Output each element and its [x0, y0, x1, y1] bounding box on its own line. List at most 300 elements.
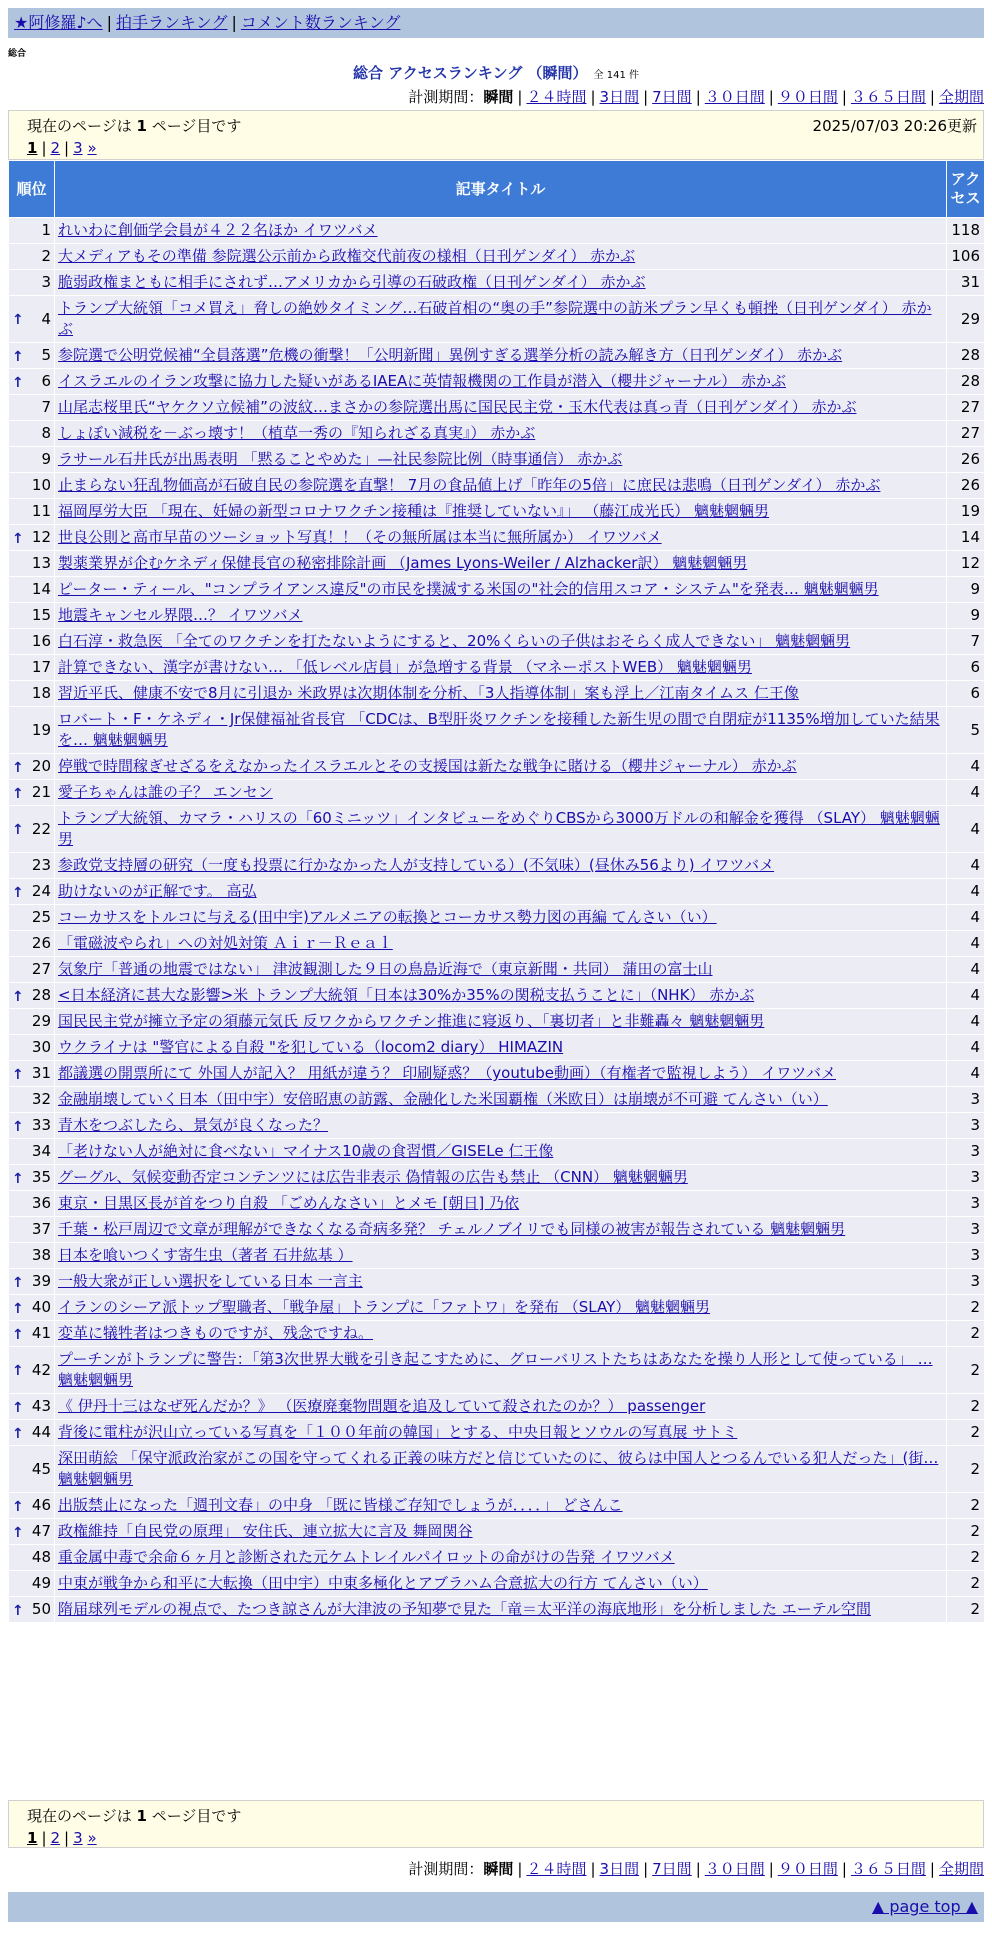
rank-cell	[9, 244, 55, 270]
rank-cell	[9, 983, 55, 1009]
period-option[interactable]: ２４時間	[526, 1860, 587, 1878]
rank-cell	[9, 369, 55, 395]
title-cell	[55, 780, 947, 806]
rank-cell	[9, 754, 55, 780]
rank-cell	[9, 853, 55, 879]
table-row	[9, 1493, 985, 1519]
rank-cell	[9, 1394, 55, 1420]
article-title-link[interactable]: コーカサスをトルコに与える(田中宇)アルメニアの転換とコーカサス勢力図の再編 てんさい（い）	[58, 908, 717, 926]
rank-cell	[9, 780, 55, 806]
access-count: 28	[947, 343, 985, 369]
rank-cell	[9, 1243, 55, 1269]
title-cell	[55, 905, 947, 931]
rank-up-arrow-icon: ↑	[12, 1066, 24, 1083]
access-count: 4	[947, 1009, 985, 1035]
table-row	[9, 1519, 985, 1545]
rank-cell	[9, 343, 55, 369]
access-count: 4	[947, 806, 985, 853]
rank-number: 20	[31, 757, 51, 775]
rank-number: 5	[41, 346, 51, 364]
rank-number: 43	[31, 1397, 51, 1415]
period-separator: |	[929, 1860, 935, 1878]
rank-number: 37	[31, 1220, 51, 1238]
table-row	[9, 1269, 985, 1295]
title-cell	[55, 525, 947, 551]
rank-cell	[9, 1519, 55, 1545]
article-title-link[interactable]: 脆弱政権まともに相手にされず…アメリカから引導の石破政権（日刊ゲンダイ） 赤かぶ	[58, 273, 646, 291]
article-title-link[interactable]: 気象庁「普通の地震ではない」 津波観測した９日の鳥島近海で（東京新聞・共同） 蒲田の富士山	[58, 960, 713, 978]
article-title-link[interactable]: 習近平氏、健康不安で8月に引退か 米政界は次期体制を分析、「3人指導体制」案も浮上／江南タイムス 仁王像	[58, 684, 799, 702]
clap-ranking-link[interactable]: 拍手ランキング	[115, 13, 228, 32]
title-cell	[55, 1321, 947, 1347]
access-count: 14	[947, 525, 985, 551]
table-row	[9, 421, 985, 447]
rank-number: 4	[41, 309, 51, 328]
access-count: 26	[947, 447, 985, 473]
article-title-link[interactable]: <日本経済に甚大な影響>米 トランプ大統領「日本は30%か35%の関税支払うことに」（NHK） 赤かぶ	[58, 986, 755, 1004]
access-count: 2	[947, 1597, 985, 1623]
rank-number: 30	[31, 1038, 51, 1056]
rank-number: 34	[31, 1142, 51, 1160]
title-cell	[55, 1493, 947, 1519]
rank-number: 12	[31, 528, 51, 546]
total-count: 全 141 件	[593, 70, 639, 81]
title-cell	[55, 1597, 947, 1623]
rank-up-arrow-icon: ↑	[12, 785, 24, 802]
article-title-link[interactable]: 白石淳・救急医 「全てのワクチンを打たないようにすると、20%くらいの子供はおそらく成人できない」 魑魅魍魎男	[58, 632, 851, 650]
rank-cell	[9, 1217, 55, 1243]
period-separator: |	[590, 88, 596, 106]
pager-separator: |	[64, 1829, 70, 1847]
ranking-body	[9, 218, 985, 1623]
title-cell	[55, 983, 947, 1009]
article-title-link[interactable]: れいわに創価学会員が４２２名ほか イワツバメ	[58, 221, 378, 239]
table-row	[9, 1009, 985, 1035]
current-page-text: 現在のページは 1 ページ目です	[27, 1807, 242, 1825]
article-title-link[interactable]: 山尾志桜里氏“ヤケクソ立候補”の波紋…まさかの参院選出馬に国民民主党・玉木代表は真っ青（日刊ゲンダイ） 赤かぶ	[58, 398, 857, 416]
title-cell	[55, 447, 947, 473]
rank-cell	[9, 629, 55, 655]
article-title-link[interactable]: 地震キャンセル界隈…？ イワツバメ	[58, 606, 303, 624]
rank-cell	[9, 957, 55, 983]
title-cell	[55, 1347, 947, 1394]
access-count: 4	[947, 780, 985, 806]
title-cell	[55, 1295, 947, 1321]
period-separator: |	[643, 88, 649, 106]
access-count: 4	[947, 754, 985, 780]
article-title-link[interactable]: 一般大衆が正しい選択をしている日本 一言主	[58, 1272, 363, 1290]
article-title-link[interactable]: 福岡厚労大臣 「現在、妊婦の新型コロナワクチン接種は『推奨していない』」 （藤江成光氏） 魑魅魍魎男	[58, 502, 770, 520]
access-count: 4	[947, 983, 985, 1009]
article-title-link[interactable]: 助けないのが正解です。 高弘	[58, 882, 257, 900]
pager-separator: |	[64, 139, 70, 157]
article-title-link[interactable]: 日本を喰いつくす寄生虫（著者 石井紘基 ）	[58, 1246, 353, 1264]
rank-up-arrow-icon: ↑	[12, 1602, 24, 1619]
table-row	[9, 1394, 985, 1420]
rank-number: 10	[31, 476, 51, 494]
access-header: アクセス	[947, 161, 985, 218]
article-title-link[interactable]: ラサール石井氏が出馬表明 「黙ることやめた」—社民参院比例（時事通信） 赤かぶ	[58, 450, 623, 468]
pager-page-link[interactable]: 2	[50, 139, 61, 157]
table-row	[9, 1139, 985, 1165]
rank-number: 32	[31, 1090, 51, 1108]
title-cell	[55, 957, 947, 983]
top-nav-bar	[8, 8, 984, 38]
table-row	[9, 957, 985, 983]
rank-number: 29	[31, 1012, 51, 1030]
rank-cell	[9, 1347, 55, 1394]
article-title-link[interactable]: イランのシーア派トップ聖職者、「戦争屋」トランプに「ファトワ」を発布 （SLAY） 魑魅魍魎男	[58, 1298, 711, 1316]
title-cell	[55, 754, 947, 780]
rank-cell	[9, 551, 55, 577]
rank-number: 28	[31, 986, 51, 1004]
rank-cell	[9, 473, 55, 499]
rank-number: 27	[31, 960, 51, 978]
article-title-link[interactable]: 止まらない狂乱物価高が石破自民の参院選を直撃！ 7月の食品値上げ「昨年の5倍」に庶民は悲鳴（日刊ゲンダイ） 赤かぶ	[58, 476, 881, 494]
article-title-link[interactable]: 金融崩壊していく日本（田中宇）安倍昭恵の訪露、金融化した米国覇権（米欧日）は崩壊が不可避 てんさい（い）	[58, 1090, 828, 1108]
access-count: 3	[947, 1113, 985, 1139]
period-separator: |	[768, 1860, 774, 1878]
article-title-link[interactable]: グーグル、気候変動否定コンテンツには広告非表示 偽情報の広告も禁止 （CNN） 魑魅魍魎男	[58, 1168, 688, 1186]
access-count: 2	[947, 1545, 985, 1571]
article-title-link[interactable]: 《 伊丹十三はなぜ死んだか？》 （医療廃棄物問題を追及していて殺されたのか？） passenger	[58, 1397, 706, 1415]
category-label: 総合	[8, 49, 27, 59]
updated-timestamp: 2025/07/03 20:26更新	[812, 117, 977, 135]
rank-cell	[9, 931, 55, 957]
access-count: 19	[947, 499, 985, 525]
period-option[interactable]: ３６５日間	[850, 1860, 926, 1878]
pager-page-link[interactable]: 3	[73, 1829, 83, 1847]
rank-cell	[9, 707, 55, 754]
access-count: 3	[947, 1217, 985, 1243]
rank-number: 15	[31, 606, 51, 624]
title-cell	[55, 931, 947, 957]
table-row	[9, 879, 985, 905]
rank-cell	[9, 218, 55, 244]
access-count: 3	[947, 1269, 985, 1295]
rank-number: 9	[41, 450, 51, 468]
access-count: 2	[947, 1519, 985, 1545]
rank-cell	[9, 499, 55, 525]
article-title-link[interactable]: 大メディアもその準備 参院選公示前から政権交代前夜の様相（日刊ゲンダイ） 赤かぶ	[58, 247, 636, 265]
table-row	[9, 296, 985, 343]
ranking-heading	[0, 62, 992, 83]
article-title-link[interactable]: イスラエルのイラン攻撃に協力した疑いがあるIAEAに英情報機関の工作員が潜入（櫻井ジャーナル） 赤かぶ	[58, 372, 786, 390]
rank-cell	[9, 1009, 55, 1035]
rank-number: 39	[31, 1272, 51, 1290]
table-row	[9, 551, 985, 577]
title-cell	[55, 395, 947, 421]
rank-number: 1	[41, 221, 51, 239]
article-title-link[interactable]: 参政党支持層の研究（一度も投票に行かなかった人が支持している）(不気味）(昼休み56より) イワツバメ	[58, 856, 775, 874]
rank-cell	[9, 1545, 55, 1571]
access-count: 6	[947, 655, 985, 681]
table-header-row	[9, 161, 985, 218]
rank-cell	[9, 1321, 55, 1347]
period-separator: |	[517, 88, 523, 106]
table-row	[9, 1191, 985, 1217]
access-count: 4	[947, 853, 985, 879]
access-count: 26	[947, 473, 985, 499]
period-separator: |	[590, 1860, 596, 1878]
pager-next-link[interactable]: »	[87, 139, 97, 157]
title-cell	[55, 218, 947, 244]
pager-page-link[interactable]: 2	[50, 1829, 61, 1847]
rank-up-arrow-icon: ↑	[12, 1326, 24, 1343]
article-title-link[interactable]: 参院選で公明党候補“全員落選”危機の衝撃！「公明新聞」異例すぎる選挙分析の読み解き方（日刊ゲンダイ） 赤かぶ	[58, 346, 843, 364]
article-title-link[interactable]: ウクライナは "警官による自殺 "を犯している（locom2 diary） HIMAZIN	[58, 1038, 564, 1056]
rank-cell	[9, 806, 55, 853]
article-title-link[interactable]: 停戦で時間稼ぎせざるをえなかったイスラエルとその支援国は新たな戦争に賭ける（櫻井ジャーナル） 赤かぶ	[58, 757, 797, 775]
access-count: 9	[947, 577, 985, 603]
access-count: 27	[947, 395, 985, 421]
table-row	[9, 1035, 985, 1061]
rank-number: 13	[31, 554, 51, 572]
table-row	[9, 1087, 985, 1113]
period-option[interactable]: ３０日間	[704, 88, 765, 106]
period-separator: |	[768, 88, 774, 106]
title-cell	[55, 681, 947, 707]
article-title-link[interactable]: 背後に電柱が沢山立っている写真を「１００年前の韓国」とする、中央日報とソウルの写真展 サトミ	[58, 1423, 738, 1441]
rank-number: 49	[31, 1574, 51, 1592]
period-current: 瞬間	[483, 1860, 514, 1878]
rank-number: 41	[31, 1324, 51, 1342]
rank-up-arrow-icon: ↑	[12, 530, 24, 547]
access-count: 6	[947, 681, 985, 707]
article-title-link[interactable]: 千葉・松戸周辺で文章が理解ができなくなる奇病多発？ チェルノブイリでも同様の被害が報告されている 魑魅魍魎男	[58, 1220, 846, 1238]
rank-cell	[9, 1420, 55, 1446]
table-row	[9, 395, 985, 421]
page-info-bottom	[8, 1800, 984, 1848]
article-title-link[interactable]: 青木をつぶしたら、景気が良くなった？	[58, 1116, 329, 1134]
title-cell	[55, 473, 947, 499]
period-option[interactable]: 全期間	[938, 1860, 984, 1878]
table-row	[9, 1420, 985, 1446]
rank-cell	[9, 1191, 55, 1217]
article-title-link[interactable]: 国民民主党が擁立予定の須藤元気氏 反ワクからワクチン推進に寝返り、「裏切者」と非難轟々 魑魅魍魎男	[58, 1012, 765, 1030]
period-option[interactable]: 7日間	[652, 1860, 692, 1878]
title-cell	[55, 1394, 947, 1420]
access-count: 2	[947, 1321, 985, 1347]
footer-bar	[8, 1892, 984, 1922]
table-row	[9, 1446, 985, 1493]
access-count: 4	[947, 931, 985, 957]
table-row	[9, 1295, 985, 1321]
article-title-link[interactable]: 「電磁波やられ」への対処対策 Ａｉｒ－Ｒｅａｌ	[58, 934, 393, 952]
title-cell	[55, 1009, 947, 1035]
rank-number: 38	[31, 1246, 51, 1264]
title-cell	[55, 244, 947, 270]
table-row	[9, 218, 985, 244]
table-row	[9, 525, 985, 551]
page-info-top	[8, 110, 984, 160]
period-separator: |	[841, 1860, 847, 1878]
table-row	[9, 447, 985, 473]
access-count: 2	[947, 1420, 985, 1446]
access-count: 2	[947, 1394, 985, 1420]
rank-number: 40	[31, 1298, 51, 1316]
home-link[interactable]: ★阿修羅♪へ	[14, 13, 103, 32]
title-cell	[55, 1217, 947, 1243]
access-count: 2	[947, 1347, 985, 1394]
rank-up-arrow-icon: ↑	[12, 1274, 24, 1291]
pager-next-link[interactable]: »	[87, 1829, 97, 1847]
rank-cell	[9, 421, 55, 447]
rank-up-arrow-icon: ↑	[12, 884, 24, 901]
rank-up-arrow-icon: ↑	[12, 1363, 24, 1379]
rank-number: 23	[31, 856, 51, 874]
rank-number: 35	[31, 1168, 51, 1186]
article-title-link[interactable]: ピーター・ティール、"コンプライアンス違反"の市民を撲滅する米国の"社会的信用スコア・システム"を発表… 魑魅魍魎男	[58, 580, 879, 598]
rank-number: 8	[41, 424, 51, 442]
rank-number: 19	[31, 720, 51, 739]
period-separator: |	[929, 88, 935, 106]
rank-number: 18	[31, 684, 51, 702]
article-title-link[interactable]: 重金属中毒で余命６ヶ月と診断された元ケムトレイルパイロットの命がけの告発 イワツバメ	[58, 1548, 675, 1566]
rank-cell	[9, 905, 55, 931]
article-title-link[interactable]: 中東が戦争から和平に大転換（田中宇）中東多極化とアブラハム合意拡大の行方 てんさい（い）	[58, 1574, 708, 1592]
article-title-link[interactable]: 東京・目黒区長が首をつり自殺 「ごめんなさい」とメモ [朝日] 乃依	[58, 1194, 520, 1212]
access-count: 4	[947, 1035, 985, 1061]
rank-number: 45	[31, 1459, 51, 1478]
access-count: 3	[947, 1139, 985, 1165]
article-title-link[interactable]: 政権維持「自民党の原理」 安住氏、連立拡大に言及 舞岡関谷	[58, 1522, 473, 1540]
period-option[interactable]: 全期間	[938, 88, 984, 106]
article-title-link[interactable]: トランプ大統領「コメ買え」脅しの絶妙タイミング…石破首相の“奥の手”参院選中の訪米プラン早くも頓挫（日刊ゲンダイ） 赤かぶ	[58, 299, 932, 338]
table-row	[9, 629, 985, 655]
rank-up-arrow-icon: ↑	[12, 348, 24, 365]
rank-up-arrow-icon: ↑	[12, 1170, 24, 1187]
title-cell	[55, 853, 947, 879]
period-option[interactable]: ９０日間	[777, 88, 838, 106]
title-cell	[55, 603, 947, 629]
period-label: 計測期間：	[408, 88, 484, 106]
period-label: 計測期間：	[408, 1860, 484, 1878]
rank-up-arrow-icon: ↑	[12, 1118, 24, 1135]
rank-up-arrow-icon: ↑	[12, 1498, 24, 1515]
rank-number: 46	[31, 1496, 51, 1514]
rank-cell	[9, 447, 55, 473]
rank-number: 7	[41, 398, 51, 416]
title-cell	[55, 707, 947, 754]
table-row	[9, 343, 985, 369]
rank-number: 16	[31, 632, 51, 650]
rank-cell	[9, 296, 55, 343]
article-title-link[interactable]: 「老けない人が絶対に食べない」マイナス10歳の食習慣／GISELe 仁王像	[58, 1142, 554, 1160]
rank-number: 14	[31, 580, 51, 598]
rank-cell	[9, 1035, 55, 1061]
rank-number: 11	[31, 502, 51, 520]
article-title-link[interactable]: ロバート・F・ケネディ・Jr保健福祉省長官 「CDCは、B型肝炎ワクチンを接種した新生児の間で自閉症が1135%増加していた結果を… 魑魅魍魎男	[58, 710, 940, 749]
article-title-link[interactable]: トランプ大統領、カマラ・ハリスの「60ミニッツ」インタビューをめぐりCBSから3000万ドルの和解金を獲得 （SLAY） 魑魅魍魎男	[58, 809, 940, 848]
pager-separator: |	[41, 1829, 47, 1847]
title-cell	[55, 499, 947, 525]
access-count: 12	[947, 551, 985, 577]
article-title-link[interactable]: プーチンがトランプに警告：「第3次世界大戦を引き起こすために、グローバリストたちはあなたを操り人形として使っている」 … 魑魅魍魎男	[58, 1350, 933, 1389]
period-separator: |	[695, 88, 701, 106]
table-row	[9, 681, 985, 707]
access-count: 3	[947, 1087, 985, 1113]
table-row	[9, 806, 985, 853]
article-title-link[interactable]: 深田萌絵 「保守派政治家がこの国を守ってくれる正義の味方だと信じていたのに、彼らは中国人とつるんでいる犯人だった」(街… 魑魅魍魎男	[58, 1449, 939, 1488]
pager-page-link[interactable]: 1	[27, 139, 38, 157]
access-count: 29	[947, 296, 985, 343]
rank-cell	[9, 879, 55, 905]
access-count: 9	[947, 603, 985, 629]
comment-ranking-link[interactable]: コメント数ランキング	[240, 13, 401, 32]
access-count: 118	[947, 218, 985, 244]
title-cell	[55, 270, 947, 296]
rank-cell	[9, 395, 55, 421]
rank-number: 21	[31, 783, 51, 801]
access-count: 3	[947, 1165, 985, 1191]
rank-up-arrow-icon: ↑	[12, 988, 24, 1005]
title-cell	[55, 1420, 947, 1446]
article-title-link[interactable]: 都議選の開票所にて 外国人が記入？ 用紙が違う？ 印刷疑惑？（youtube動画）（有権者で監視しよう） イワツバメ	[58, 1064, 836, 1082]
article-title-link[interactable]: 変革に犠牲者はつきものですが、残念ですね。	[58, 1324, 374, 1342]
access-count: 28	[947, 369, 985, 395]
access-count: 7	[947, 629, 985, 655]
period-option[interactable]: ２４時間	[526, 88, 587, 106]
title-cell	[55, 1446, 947, 1493]
access-count: 4	[947, 957, 985, 983]
period-option[interactable]: ３６５日間	[850, 88, 926, 106]
table-row	[9, 655, 985, 681]
article-title-link[interactable]: しょぼい減税を－ぶっ壊す！（植草一秀の『知られざる真実』） 赤かぶ	[58, 424, 536, 442]
page-top-link[interactable]: ▲ page top ▲	[871, 1897, 978, 1916]
rank-cell	[9, 1571, 55, 1597]
title-cell	[55, 1519, 947, 1545]
period-option[interactable]: 3日間	[599, 1860, 640, 1878]
pager-page-link[interactable]: 1	[27, 1829, 38, 1847]
period-separator: |	[841, 88, 847, 106]
article-title-link[interactable]: 愛子ちゃんは誰の子？ エンセン	[58, 783, 273, 801]
table-row	[9, 270, 985, 296]
article-title-link[interactable]: 製薬業界が企むケネディ保健長官の秘密排除計画 （James Lyons-Weiler / Alzhacker訳） 魑魅魍魎男	[58, 554, 748, 572]
rank-up-arrow-icon: ↑	[12, 1425, 24, 1442]
table-row	[9, 603, 985, 629]
rank-number: 24	[31, 882, 51, 900]
rank-cell	[9, 1139, 55, 1165]
rank-cell	[9, 1493, 55, 1519]
period-separator: |	[695, 1860, 701, 1878]
rank-cell	[9, 577, 55, 603]
period-option[interactable]: 7日間	[652, 88, 692, 106]
article-title-link[interactable]: 隋届球列モデルの視点で、たつき諒さんが大津波の予知夢で見た「竜＝太平洋の海底地形」を分析しました エーテル空間	[58, 1600, 871, 1618]
article-title-link[interactable]: 計算できない、漢字が書けない… 「低レベル店員」が急増する背景 （マネーポストWEB） 魑魅魍魎男	[58, 658, 752, 676]
access-count: 4	[947, 1061, 985, 1087]
access-count: 2	[947, 1493, 985, 1519]
period-option[interactable]: 3日間	[599, 88, 640, 106]
table-row	[9, 931, 985, 957]
title-cell	[55, 806, 947, 853]
period-option[interactable]: ９０日間	[777, 1860, 838, 1878]
article-title-link[interactable]: 出版禁止になった「週刊文春」の中身 「既に皆様ご存知でしょうが．．．．」 どさんこ	[58, 1496, 623, 1514]
rank-number: 36	[31, 1194, 51, 1212]
table-row	[9, 853, 985, 879]
rank-number: 44	[31, 1423, 51, 1441]
rank-number: 47	[31, 1522, 51, 1540]
rank-number: 17	[31, 658, 51, 676]
table-row	[9, 1113, 985, 1139]
table-row	[9, 499, 985, 525]
rank-number: 6	[41, 372, 51, 390]
article-title-link[interactable]: 世良公則と高市早苗のツーショット写真！！（その無所属は本当に無所属か） イワツバメ	[58, 528, 662, 546]
rank-cell	[9, 681, 55, 707]
pager-page-link[interactable]: 3	[73, 139, 83, 157]
period-option[interactable]: ３０日間	[704, 1860, 765, 1878]
rank-cell	[9, 525, 55, 551]
